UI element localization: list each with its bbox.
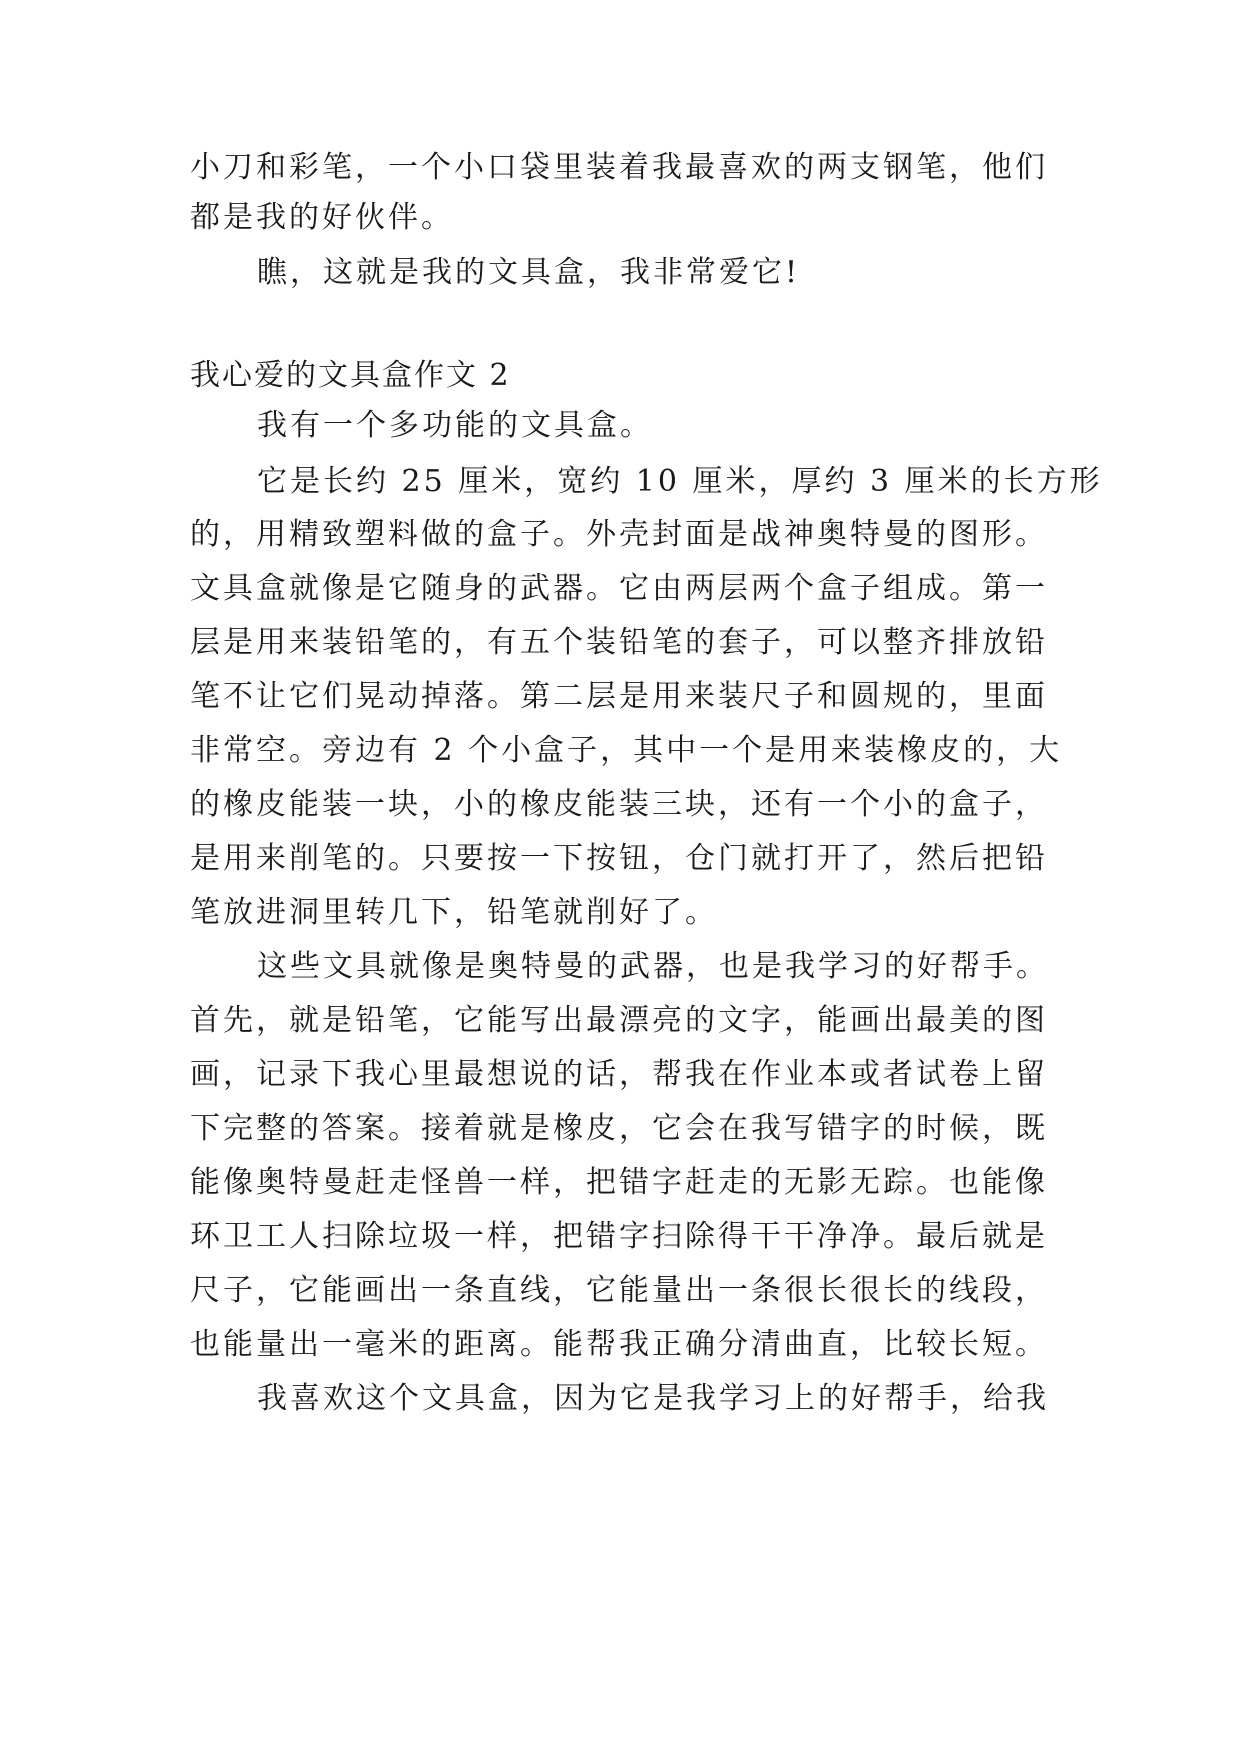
paragraph-line: 首先，就是铅笔，它能写出最漂亮的文字，能画出最美的图 [190, 1003, 1048, 1038]
text-line: 都是我的好伙伴。 [190, 200, 454, 235]
paragraph-line: 尺子，它能画出一条直线，它能量出一条很长很长的线段， [190, 1273, 1048, 1308]
paragraph-line: 环卫工人扫除垃圾一样，把错字扫除得干干净净。最后就是 [190, 1219, 1048, 1254]
paragraph-line: 笔不让它们晃动掉落。第二层是用来装尺子和圆规的，里面 [190, 679, 1048, 714]
text-line: 小刀和彩笔，一个小口袋里装着我最喜欢的两支钢笔，他们 [190, 150, 1048, 185]
section-title: 我心爱的文具盒作文 2 [190, 358, 511, 393]
closing-line: 瞧，这就是我的文具盒，我非常爱它! [257, 255, 801, 290]
paragraph-line: 非常空。旁边有 2 个小盒子，其中一个是用来装橡皮的，大 [190, 733, 1063, 768]
paragraph-line: 画，记录下我心里最想说的话，帮我在作业本或者试卷上留 [190, 1057, 1048, 1092]
paragraph-line: 下完整的答案。接着就是橡皮，它会在我写错字的时候，既 [190, 1111, 1048, 1146]
paragraph-line: 能像奥特曼赶走怪兽一样，把错字赶走的无影无踪。也能像 [190, 1165, 1048, 1200]
paragraph-line: 文具盒就像是它随身的武器。它由两层两个盒子组成。第一 [190, 571, 1048, 606]
paragraph-line: 它是长约 25 厘米，宽约 10 厘米，厚约 3 厘米的长方形 [257, 464, 1103, 499]
paragraph-line: 我喜欢这个文具盒，因为它是我学习上的好帮手，给我 [257, 1381, 1049, 1416]
paragraph-line: 是用来削笔的。只要按一下按钮，仓门就打开了，然后把铅 [190, 841, 1048, 876]
paragraph-line: 我有一个多功能的文具盒。 [257, 408, 653, 443]
paragraph-line: 也能量出一毫米的距离。能帮我正确分清曲直，比较长短。 [190, 1327, 1048, 1362]
paragraph-line: 笔放进洞里转几下，铅笔就削好了。 [190, 895, 718, 930]
paragraph-line: 的，用精致塑料做的盒子。外壳封面是战神奥特曼的图形。 [190, 517, 1048, 552]
paragraph-line: 这些文具就像是奥特曼的武器，也是我学习的好帮手。 [257, 949, 1049, 984]
paragraph-line: 的橡皮能装一块，小的橡皮能装三块，还有一个小的盒子， [190, 787, 1048, 822]
paragraph-line: 层是用来装铅笔的，有五个装铅笔的套子，可以整齐排放铅 [190, 625, 1048, 660]
